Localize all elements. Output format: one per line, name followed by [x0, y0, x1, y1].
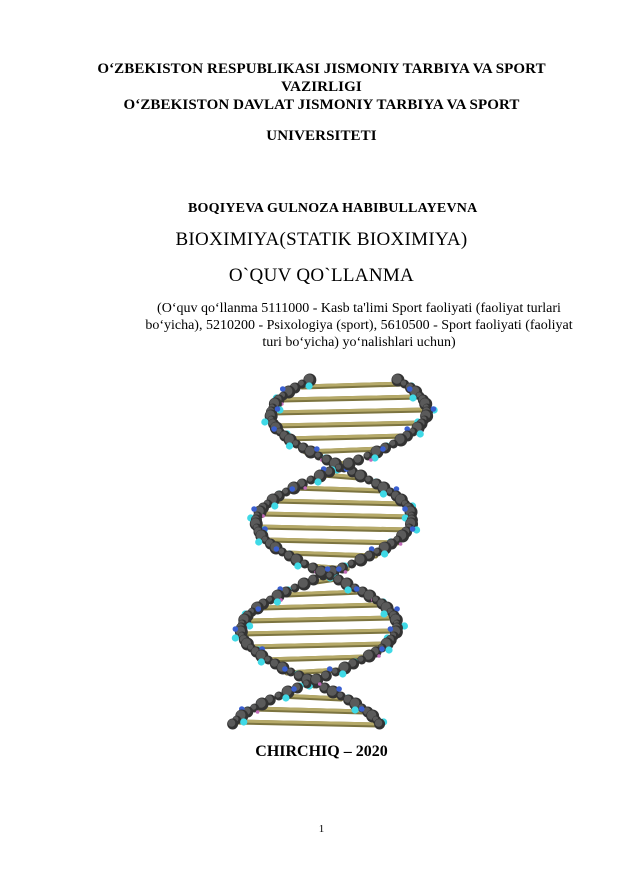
- ministry-line-1: O‘ZBEKISTON RESPUBLIKASI JISMONIY TARBIYA VA SPORT: [97, 61, 546, 77]
- subtitle-line-2: bo‘yicha), 5210200 - Psixologiya (sport), 5610500 - Sport faoliyati (faoliyat: [145, 318, 573, 333]
- subtitle: [118, 300, 600, 351]
- book-title: BIOXIMIYA(STATIK BIOXIMIYA): [175, 229, 468, 250]
- page-number: 1: [318, 823, 325, 835]
- author-name: BOQIYEVA GULNOZA HABIBULLAYEVNA: [188, 201, 478, 216]
- dna-double-helix-icon: [205, 372, 443, 732]
- ministry-line-2: VAZIRLIGI: [281, 79, 362, 95]
- city-year: CHIRCHIQ – 2020: [255, 743, 388, 760]
- book-type: O`QUV QO`LLANMA: [228, 265, 415, 286]
- subtitle-line-1: (O‘quv qo‘llanma 5111000 - Kasb ta'limi Sport faoliyati (faoliyat turlari: [157, 301, 561, 316]
- subtitle-line-3: turi bo‘yicha) yo‘nalishlari uchun): [262, 335, 456, 350]
- university-line-1: O‘ZBEKISTON DAVLAT JISMONIY TARBIYA VA SPORT: [123, 97, 520, 113]
- university-line-2: UNIVERSITETI: [266, 128, 377, 144]
